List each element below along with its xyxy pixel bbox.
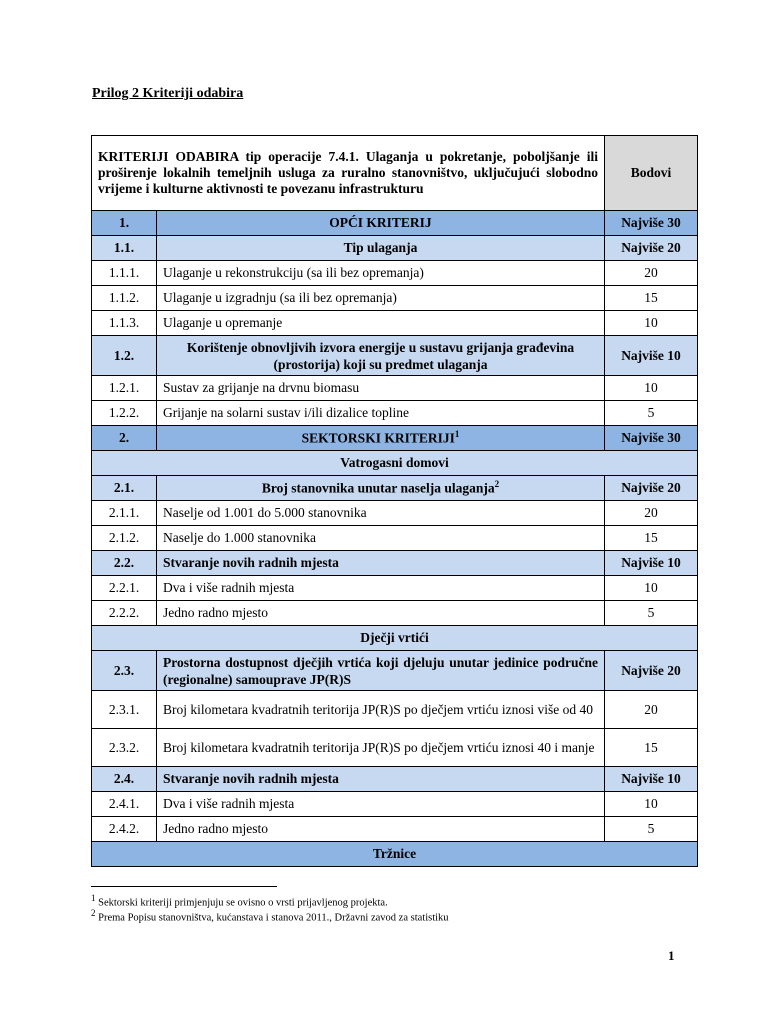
table-row [92,651,698,691]
section-label: Vatrogasni domovi [92,451,698,476]
table-row [92,211,698,236]
row-points: 15 [605,526,698,551]
row-number: 1.1.2. [92,286,157,311]
row-number: 2.1. [92,476,157,501]
footnote-separator [91,886,277,887]
section-label: Tržnice [92,842,698,867]
row-points: Najviše 20 [605,236,698,261]
row-points: Najviše 10 [605,551,698,576]
row-label: Naselje do 1.000 stanovnika [157,526,605,551]
table-row [92,501,698,526]
footnote-1 [91,893,388,909]
row-number: 2.4. [92,767,157,792]
row-points: 5 [605,817,698,842]
row-number: 2.3.2. [92,729,157,767]
row-number: 1.2. [92,336,157,376]
table-row [92,576,698,601]
row-label: Tip ulaganja [157,236,605,261]
footnote-text: Sektorski kriteriji primjenjuju se ovisno o vrsti prijavljenog projekta. [98,897,388,909]
row-label: Ulaganje u izgradnju (sa ili bez opremanja) [157,286,605,311]
row-number: 2.4.1. [92,792,157,817]
row-points: 10 [605,311,698,336]
row-points: Najviše 20 [605,651,698,691]
row-number: 2.2.2. [92,601,157,626]
row-points: Najviše 30 [605,426,698,451]
row-label: OPĆI KRITERIJ [157,211,605,236]
row-label: Ulaganje u opremanje [157,311,605,336]
row-points: 15 [605,729,698,767]
row-number: 2.1.1. [92,501,157,526]
row-label: Broj kilometara kvadratnih teritorija JP(R)S po dječjem vrtiću iznosi više od 40 [157,691,605,729]
row-points: 5 [605,401,698,426]
row-points: 20 [605,501,698,526]
row-label: Stvaranje novih radnih mjesta [157,767,605,792]
row-label: Ulaganje u rekonstrukciju (sa ili bez opremanja) [157,261,605,286]
row-number: 1.1.3. [92,311,157,336]
table-row [92,261,698,286]
table-row [92,526,698,551]
table-row [92,691,698,729]
row-number: 2.2. [92,551,157,576]
row-label: Jedno radno mjesto [157,601,605,626]
row-points: 20 [605,261,698,286]
section-row [92,842,698,867]
footnote-ref: 1 [454,429,460,440]
row-label [157,426,605,451]
row-number: 2.4.2. [92,817,157,842]
row-points: Najviše 20 [605,476,698,501]
row-number: 2. [92,426,157,451]
row-points: 10 [605,376,698,401]
table-row [92,767,698,792]
row-number: 1.1. [92,236,157,261]
table-row [92,401,698,426]
row-label: Korištenje obnovljivih izvora energije u sustavu grijanja građevina (prostorija) koji su predmet ulaganja [157,336,605,376]
row-number: 1. [92,211,157,236]
table-row [92,426,698,451]
row-points: Najviše 30 [605,211,698,236]
row-points: 5 [605,601,698,626]
table-header-row [92,136,698,211]
row-number: 1.2.2. [92,401,157,426]
table-row [92,792,698,817]
criteria-table [91,135,698,867]
row-number: 1.1.1. [92,261,157,286]
table-row [92,729,698,767]
row-label: Naselje od 1.001 do 5.000 stanovnika [157,501,605,526]
footnote-mark: 1 [91,893,96,903]
row-number: 2.3.1. [92,691,157,729]
table-header-points: Bodovi [605,136,698,211]
page-number: 1 [668,948,675,963]
footnote-text: Prema Popisu stanovništva, kućanstava i stanova 2011., Državni zavod za statistiku [98,912,449,924]
row-points: 10 [605,576,698,601]
row-label-text: Broj stanovnika unutar naselja ulaganja [261,480,495,496]
row-points: 10 [605,792,698,817]
section-row [92,451,698,476]
row-points: 20 [605,691,698,729]
table-row [92,476,698,501]
row-label: Grijanje na solarni sustav i/ili dizalice topline [157,401,605,426]
table-row [92,286,698,311]
row-label: Broj kilometara kvadratnih teritorija JP(R)S po dječjem vrtiću iznosi 40 i manje [157,729,605,767]
table-row [92,236,698,261]
section-row [92,626,698,651]
page-title: Prilog 2 Kriteriji odabira [92,86,244,101]
row-points: Najviše 10 [605,336,698,376]
table-row [92,817,698,842]
row-label-text: SEKTORSKI KRITERIJI [301,430,455,446]
footnote-ref: 2 [494,479,500,490]
row-label: Sustav za grijanje na drvnu biomasu [157,376,605,401]
row-number: 1.2.1. [92,376,157,401]
footnote-2 [91,908,449,924]
table-row [92,376,698,401]
table-header-description: KRITERIJI ODABIRA tip operacije 7.4.1. Ulaganja u pokretanje, poboljšanje ili proširenje lokalnih temeljnih usluga za ruralno stanovništvo, uključujući slobodno vrijeme i kulturne aktivnosti te povezanu infrastrukturu [92,136,605,211]
table-row [92,311,698,336]
row-label: Prostorna dostupnost dječjih vrtića koji djeluju unutar jedinice područne (regionalne) samouprave JP(R)S [157,651,605,691]
row-label: Stvaranje novih radnih mjesta [157,551,605,576]
row-points: Najviše 10 [605,767,698,792]
section-label: Dječji vrtići [92,626,698,651]
row-number: 2.3. [92,651,157,691]
row-label: Jedno radno mjesto [157,817,605,842]
row-points: 15 [605,286,698,311]
row-label: Dva i više radnih mjesta [157,576,605,601]
row-number: 2.2.1. [92,576,157,601]
table-row [92,551,698,576]
row-label [157,476,605,501]
row-label: Dva i više radnih mjesta [157,792,605,817]
table-row [92,336,698,376]
table-row [92,601,698,626]
footnote-mark: 2 [91,908,96,918]
row-number: 2.1.2. [92,526,157,551]
